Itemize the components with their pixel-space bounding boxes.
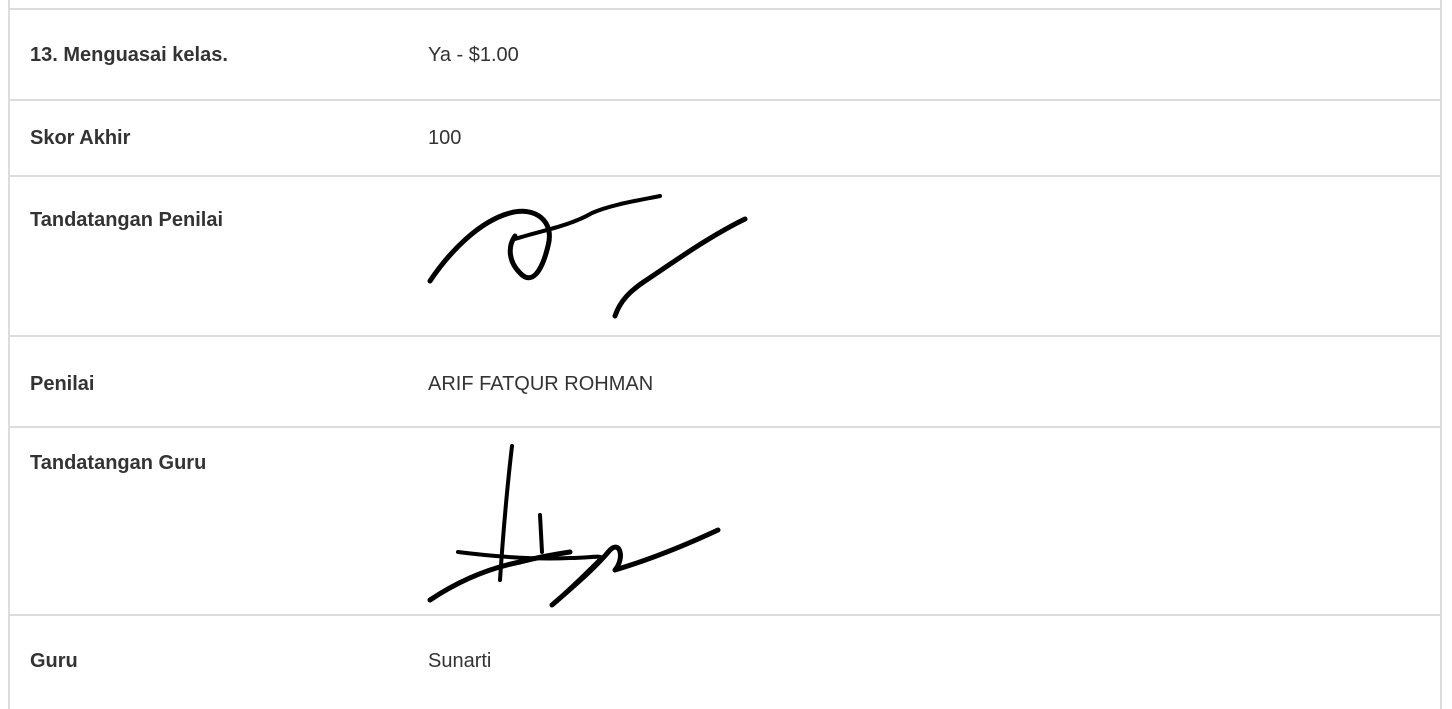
field-label: Penilai: [30, 373, 95, 395]
assessor-signature: [420, 191, 760, 326]
field-label: 13. Menguasai kelas.: [30, 44, 228, 66]
field-label: Guru: [30, 650, 78, 672]
table-row: [10, 175, 1440, 335]
teacher-signature: [420, 440, 740, 617]
field-value: 100: [428, 127, 462, 149]
field-value: Sunarti: [428, 650, 492, 672]
details-table: [8, 0, 1442, 709]
table-row: [10, 614, 1440, 709]
field-label: Tandatangan Guru: [30, 452, 207, 474]
field-value: ARIF FATQUR ROHMAN: [428, 373, 654, 395]
table-row: [10, 335, 1440, 426]
table-row: [10, 8, 1440, 99]
field-label: Tandatangan Penilai: [30, 209, 223, 231]
table-row: [10, 99, 1440, 175]
table-row: [10, 426, 1440, 614]
field-value: Ya - $1.00: [428, 44, 519, 66]
field-label: Skor Akhir: [30, 127, 131, 149]
